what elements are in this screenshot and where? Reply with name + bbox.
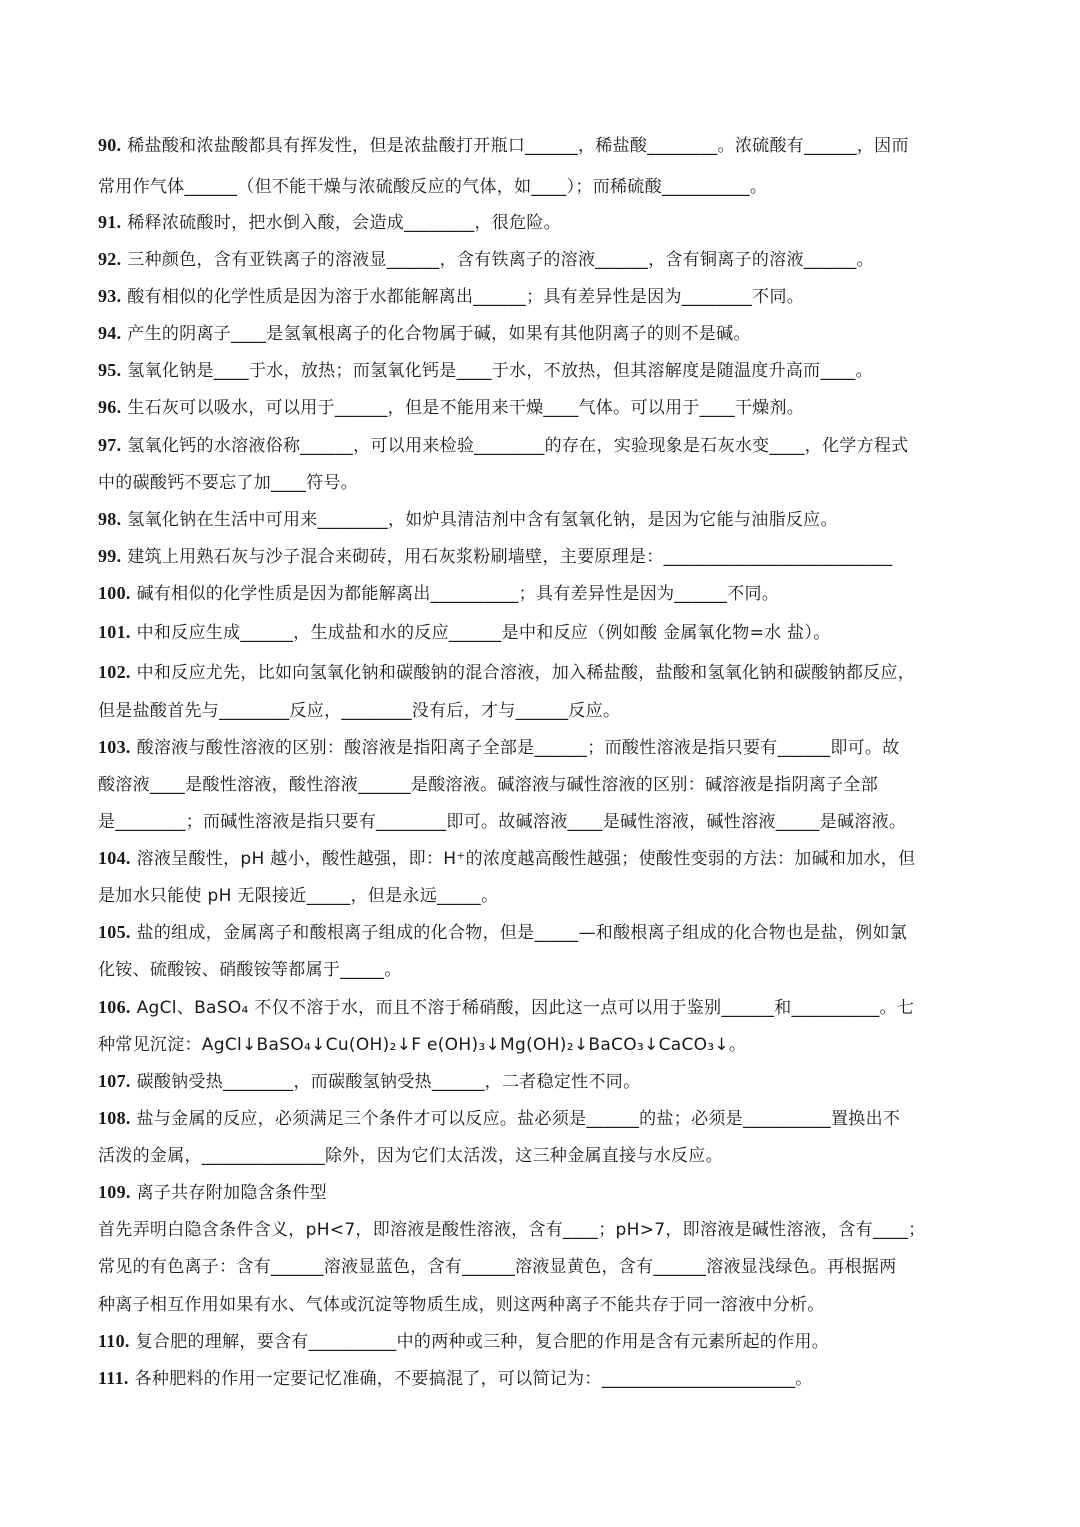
question-text: 但是盐酸首先与________反应，________没有后，才与______反应。 xyxy=(98,701,621,721)
question-text: 化铵、硫酸铵、硝酸铵等都属于_____。 xyxy=(98,960,402,980)
question-text: 活泼的金属，______________除外，因为它们太活泼，这三种金属直接与水反应。 xyxy=(98,1146,723,1166)
question-number: 101. xyxy=(98,622,131,642)
question-text: 稀释浓硫酸时，把水倒入酸，会造成________，很危险。 xyxy=(127,213,561,233)
question-number: 110. xyxy=(98,1331,130,1351)
question-102-line-1 xyxy=(98,660,988,685)
question-101 xyxy=(98,620,988,645)
question-91 xyxy=(98,210,988,235)
question-number: 102. xyxy=(98,662,131,682)
question-103-line-1 xyxy=(98,735,988,760)
question-text: 产生的阴离子____是氢氧根离子的化合物属于碱，如果有其他阴离子的则不是碱。 xyxy=(127,324,751,344)
question-103-line-3 xyxy=(98,809,988,834)
question-number: 105. xyxy=(98,922,131,942)
question-105-line-2 xyxy=(98,957,988,982)
question-text: 碱有相似的化学性质是因为都能解离出__________；具有差异性是因为______不同。 xyxy=(136,584,780,604)
question-106-line-2 xyxy=(98,1032,988,1057)
question-109-line-3 xyxy=(98,1292,988,1317)
question-text: 氢氧化钠是____于水，放热；而氢氧化钙是____于水，不放热，但其溶解度是随温度升高而____。 xyxy=(127,361,873,381)
question-text: 生石灰可以吸水，可以用于______，但是不能用来干燥____气体。可以用于____干燥剂。 xyxy=(127,398,805,418)
question-102-line-2 xyxy=(98,698,988,723)
question-text: 种离子相互作用如果有水、气体或沉淀等物质生成，则这两种离子不能共存于同一溶液中分析。 xyxy=(98,1295,825,1315)
question-number: 95. xyxy=(98,360,122,380)
question-100 xyxy=(98,581,988,606)
question-number: 111. xyxy=(98,1368,129,1388)
question-text: 氢氧化钙的水溶液俗称______，可以用来检验________的存在，实验现象是石灰水变____，化学方程式 xyxy=(127,436,909,456)
question-90-line-1 xyxy=(98,133,988,158)
question-number: 90. xyxy=(98,135,122,155)
question-text: 酸溶液____是酸性溶液，酸性溶液______是酸溶液。碱溶液与碱性溶液的区别：碱溶液是指阴离子全部 xyxy=(98,775,878,795)
question-text: 复合肥的理解，要含有__________中的两种或三种，复合肥的作用是含有元素所起的作用。 xyxy=(135,1332,830,1352)
question-105-line-1 xyxy=(98,920,988,945)
question-number: 99. xyxy=(98,546,122,566)
question-110 xyxy=(98,1329,988,1354)
question-text: 氢氧化钠在生活中可用来________，如炉具清洁剂中含有氢氧化钠，是因为它能与油脂反应。 xyxy=(127,510,838,530)
question-text: 离子共存附加隐含条件型 xyxy=(136,1183,327,1203)
question-number: 104. xyxy=(98,848,131,868)
question-number: 94. xyxy=(98,323,122,343)
question-number: 108. xyxy=(98,1108,131,1128)
question-text: 盐的组成，金属离子和酸根离子组成的化合物，但是_____—和酸根离子组成的化合物也是盐，例如氯 xyxy=(136,923,908,943)
question-text: 碳酸钠受热________，而碳酸氢钠受热______，二者稳定性不同。 xyxy=(136,1072,641,1092)
question-number: 92. xyxy=(98,249,122,269)
question-number: 98. xyxy=(98,509,122,529)
question-96 xyxy=(98,395,988,420)
question-text: 酸溶液与酸性溶液的区别：酸溶液是指阳离子全部是______；而酸性溶液是指只要有______即可。故 xyxy=(136,738,900,758)
question-number: 100. xyxy=(98,583,131,603)
question-text: 种常见沉淀：AgCl↓BaSO₄↓Cu(OH)₂↓F e(OH)₃↓Mg(OH)₂↓BaCO₃↓CaCO₃↓。 xyxy=(98,1035,747,1055)
question-text: 盐与金属的反应，必须满足三个条件才可以反应。盐必须是______的盐；必须是__________置换出不 xyxy=(136,1109,901,1129)
question-text: 是加水只能使 pH 无限接近_____，但是永远_____。 xyxy=(98,886,499,906)
question-97-line-1 xyxy=(98,433,988,458)
question-text: 中和反应生成______，生成盐和水的反应______是中和反应（例如酸 金属氧化物=水 盐）。 xyxy=(136,623,831,643)
question-104-line-1 xyxy=(98,846,988,871)
question-text: 三种颜色，含有亚铁离子的溶液显______，含有铁离子的溶液______，含有铜离子的溶液______。 xyxy=(127,250,874,270)
question-text: 酸有相似的化学性质是因为溶于水都能解离出______；具有差异性是因为________不同。 xyxy=(127,287,805,307)
question-text: 是________；而碱性溶液是指只要有________即可。故碱溶液____是碱性溶液，碱性溶液_____是碱溶液。 xyxy=(98,812,907,832)
question-text: 中和反应尤先，比如向氢氧化钠和碳酸钠的混合溶液，加入稀盐酸，盐酸和氢氧化钠和碳酸钠都反应， xyxy=(136,663,916,683)
question-number: 106. xyxy=(98,997,131,1017)
question-107 xyxy=(98,1069,988,1094)
question-text: 中的碳酸钙不要忘了加____符号。 xyxy=(98,473,359,493)
question-number: 103. xyxy=(98,737,131,757)
question-number: 93. xyxy=(98,286,122,306)
question-number: 96. xyxy=(98,397,122,417)
question-text: 首先弄明白隐含条件含义，pH<7，即溶液是酸性溶液，含有____；pH>7，即溶液是碱性溶液，含有____； xyxy=(98,1220,926,1240)
question-number: 109. xyxy=(98,1182,131,1202)
question-99 xyxy=(98,544,988,569)
question-109-title xyxy=(98,1180,988,1205)
question-text: 常用作气体______（但不能干燥与浓硫酸反应的气体，如____）；而稀硫酸__________。 xyxy=(98,177,768,197)
question-95 xyxy=(98,358,988,383)
question-111 xyxy=(98,1366,988,1391)
question-94 xyxy=(98,321,988,346)
question-number: 91. xyxy=(98,212,122,232)
question-93 xyxy=(98,284,988,309)
question-92 xyxy=(98,247,988,272)
question-text: 各种肥料的作用一定要记忆准确，不要搞混了，可以简记为：______________________。 xyxy=(134,1369,813,1389)
question-104-line-2 xyxy=(98,883,988,908)
question-text: 稀盐酸和浓盐酸都具有挥发性，但是浓盐酸打开瓶口______，稀盐酸________。浓硫酸有______，因而 xyxy=(127,136,909,156)
question-text: 常见的有色离子：含有______溶液显蓝色，含有______溶液显黄色，含有______溶液显浅绿色。再根据两 xyxy=(98,1257,897,1277)
question-108-line-1 xyxy=(98,1106,988,1131)
question-109-line-1 xyxy=(98,1217,988,1242)
question-106-line-1 xyxy=(98,995,988,1020)
question-109-line-2 xyxy=(98,1254,988,1279)
question-text: 建筑上用熟石灰与沙子混合来砌砖，用石灰浆粉刷墙壁，主要原理是：__________________________ xyxy=(127,547,893,567)
question-108-line-2 xyxy=(98,1143,988,1168)
question-90-line-2 xyxy=(98,174,988,199)
question-97-line-2 xyxy=(98,470,988,495)
question-98 xyxy=(98,507,988,532)
question-number: 97. xyxy=(98,435,122,455)
question-103-line-2 xyxy=(98,772,988,797)
question-text: 溶液呈酸性，pH 越小，酸性越强，即：H⁺的浓度越高酸性越强；使酸性变弱的方法：加碱和加水，但 xyxy=(136,849,916,869)
question-text: AgCl、BaSO₄ 不仅不溶于水，而且不溶于稀硝酸，因此这一点可以用于鉴别______和__________。七 xyxy=(136,998,915,1018)
question-number: 107. xyxy=(98,1071,131,1091)
